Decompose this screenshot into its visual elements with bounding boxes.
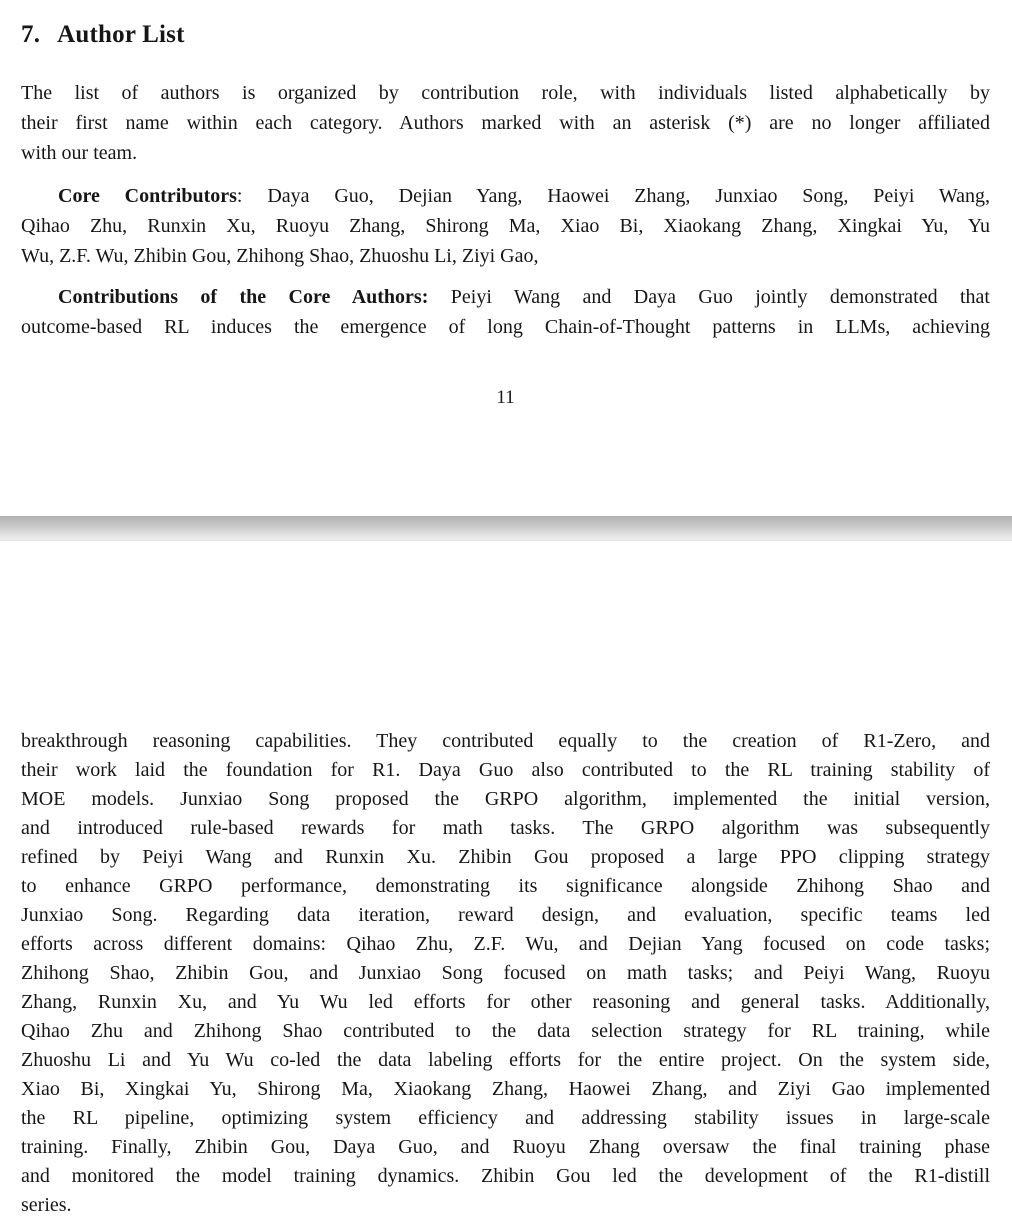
text-run: : Daya Guo, Dejian Yang, Haowei Zhang, Junxiao Song, Peiyi Wang, — [236, 185, 991, 207]
text-line: their work laid the foundation for R1. Daya Guo also contributed to the RL training stability of — [21, 759, 990, 781]
text-line: Zhang, Runxin Xu, and Yu Wu led efforts for other reasoning and general tasks. Additionally, — [21, 991, 990, 1013]
text-line: the RL pipeline, optimizing system efficiency and addressing stability issues in large-scale — [21, 1107, 990, 1129]
text-line — [21, 181, 990, 211]
core-contributors-label: Core Contributors — [58, 185, 237, 207]
text-line: Qihao Zhu and Zhihong Shao contributed to the data selection strategy for RL training, while — [21, 1020, 990, 1042]
text-line: training. Finally, Zhibin Gou, Daya Guo, and Ruoyu Zhang oversaw the final training phase — [21, 1136, 990, 1158]
text-line: Zhuoshu Li and Yu Wu co-led the data labeling efforts for the entire project. On the system side, — [21, 1049, 990, 1071]
section-heading — [21, 21, 990, 49]
intro-paragraph — [21, 78, 990, 168]
page-12 — [0, 541, 1012, 1222]
page-number: 11 — [496, 387, 515, 408]
text-line: Wu, Z.F. Wu, Zhibin Gou, Zhihong Shao, Zhuoshu Li, Ziyi Gao, — [21, 245, 539, 267]
text-line: efforts across different domains: Qihao Zhu, Z.F. Wu, and Dejian Yang focused on code tasks; — [21, 933, 990, 955]
text-line: and monitored the model training dynamics. Zhibin Gou led the development of the R1-distill — [21, 1165, 990, 1187]
text-line: their first name within each category. Authors marked with an asterisk (*) are no longer affiliated — [21, 112, 990, 134]
text-line: Xiao Bi, Xingkai Yu, Shirong Ma, Xiaokang Zhang, Haowei Zhang, and Ziyi Gao implemented — [21, 1078, 990, 1100]
text-line: The list of authors is organized by contribution role, with individuals listed alphabetically by — [21, 82, 990, 104]
core-contributors-paragraph — [21, 181, 990, 271]
text-line — [21, 282, 990, 312]
continuation-paragraph — [21, 727, 990, 1220]
section-title: Author List — [57, 21, 185, 48]
contributions-paragraph — [21, 282, 990, 342]
page-11 — [0, 0, 1012, 516]
text-line: and introduced rule-based rewards for math tasks. The GRPO algorithm was subsequently — [21, 817, 990, 839]
text-line: Junxiao Song. Regarding data iteration, reward design, and evaluation, specific teams led — [21, 904, 990, 926]
contributions-label: Contributions of the Core Authors: — [58, 286, 429, 308]
text-line: outcome-based RL induces the emergence of long Chain-of-Thought patterns in LLMs, achieving — [21, 316, 990, 338]
text-line: series. — [21, 1194, 72, 1216]
text-line: refined by Peiyi Wang and Runxin Xu. Zhibin Gou proposed a large PPO clipping strategy — [21, 846, 990, 868]
text-line: Qihao Zhu, Runxin Xu, Ruoyu Zhang, Shirong Ma, Xiao Bi, Xiaokang Zhang, Xingkai Yu, Yu — [21, 215, 990, 237]
text-run: Peiyi Wang and Daya Guo jointly demonstrated that — [428, 286, 990, 308]
text-line: MOE models. Junxiao Song proposed the GRPO algorithm, implemented the initial version, — [21, 788, 990, 810]
section-number: 7. — [21, 21, 41, 48]
text-line: Zhihong Shao, Zhibin Gou, and Junxiao Song focused on math tasks; and Peiyi Wang, Ruoyu — [21, 962, 990, 984]
text-line: breakthrough reasoning capabilities. They contributed equally to the creation of R1-Zero, and — [21, 730, 990, 752]
text-line: to enhance GRPO performance, demonstrating its significance alongside Zhihong Shao and — [21, 875, 990, 897]
text-line: with our team. — [21, 142, 138, 164]
page-separator — [0, 516, 1012, 541]
